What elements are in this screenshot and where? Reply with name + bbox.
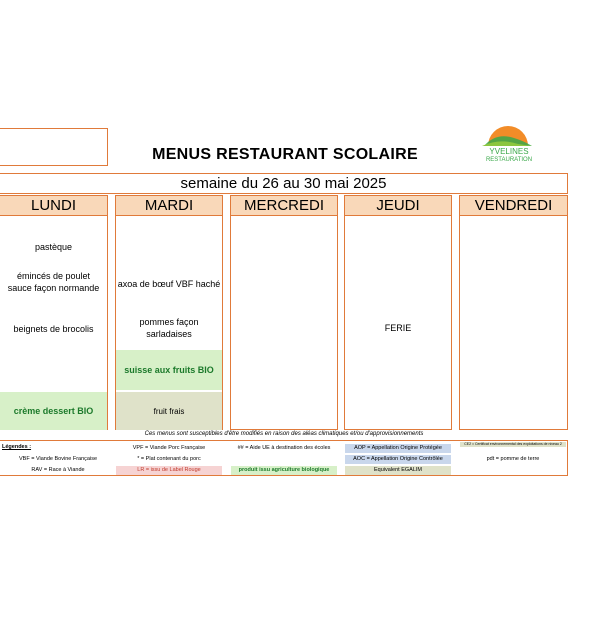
day-header-mercredi: MERCREDI bbox=[230, 195, 338, 216]
page-title: MENUS RESTAURANT SCOLAIRE bbox=[152, 146, 418, 163]
menu-item-legume: pommes façon sarladaises bbox=[139, 317, 199, 339]
legend-rav: RAV = Race à Viande bbox=[31, 467, 85, 473]
day-column-lundi bbox=[0, 216, 108, 430]
legend-vbf: VBF = Viande Bovine Française bbox=[18, 456, 97, 462]
menu-item-dessert: fruit frais bbox=[116, 392, 222, 430]
day-header-lundi: LUNDI bbox=[0, 195, 108, 216]
holiday-label: FERIE bbox=[384, 323, 412, 333]
day-header-jeudi: JEUDI bbox=[344, 195, 452, 216]
legend-aoc: AOC = Appellation Origine Contrôlée bbox=[345, 455, 451, 464]
menu-item-laitier: suisse aux fruits BIO bbox=[116, 350, 222, 390]
legend-lr: LR = issu de Label Rouge bbox=[116, 466, 222, 475]
legend-egalim: Equivalent EGALIM bbox=[345, 466, 451, 475]
menu-item-entree: pastèque bbox=[34, 242, 73, 252]
legend-title: Légendes : bbox=[2, 444, 32, 450]
legend-aop: AOP = Appellation Origine Protégée bbox=[345, 444, 451, 453]
yvelines-logo bbox=[474, 124, 540, 166]
day-column-vendredi bbox=[459, 216, 568, 430]
legend-box bbox=[0, 440, 568, 476]
disclaimer-note: Ces menus sont susceptibles d'être modifiés en raison des aléas climatiques et/ou d'approvisionnements bbox=[144, 431, 424, 437]
menu-item-plat: émincés de poulet sauce façon normande bbox=[7, 271, 100, 293]
legend-pdt: pdt = pomme de terre bbox=[486, 456, 540, 462]
menu-item-dessert: crème dessert BIO bbox=[0, 392, 107, 430]
legend-porc: * = Plat contenant du porc bbox=[137, 456, 201, 462]
menu-item-plat: axoa de bœuf VBF haché bbox=[117, 279, 221, 289]
day-header-mardi: MARDI bbox=[115, 195, 223, 216]
logo-title: YVELINES bbox=[489, 147, 529, 156]
menu-item-legume: beignets de brocolis bbox=[13, 324, 94, 334]
legend-bio: produit issu agriculture biologique bbox=[231, 466, 337, 475]
week-banner: semaine du 26 au 30 mai 2025 bbox=[0, 173, 568, 194]
legend-ue: ## = Aide UE à destination des écoles bbox=[237, 445, 331, 451]
blank-header-box bbox=[0, 128, 108, 166]
day-column-jeudi bbox=[344, 216, 452, 430]
legend-ce2: CE2 = Certificat environnemental des exploitations de niveau 2 bbox=[460, 442, 566, 447]
day-column-mardi bbox=[115, 216, 223, 430]
logo-subtitle: RESTAURATION bbox=[485, 157, 533, 163]
day-header-vendredi: VENDREDI bbox=[459, 195, 568, 216]
day-column-mercredi bbox=[230, 216, 338, 430]
legend-vpf: VPF = Viande Porc Française bbox=[132, 445, 206, 451]
